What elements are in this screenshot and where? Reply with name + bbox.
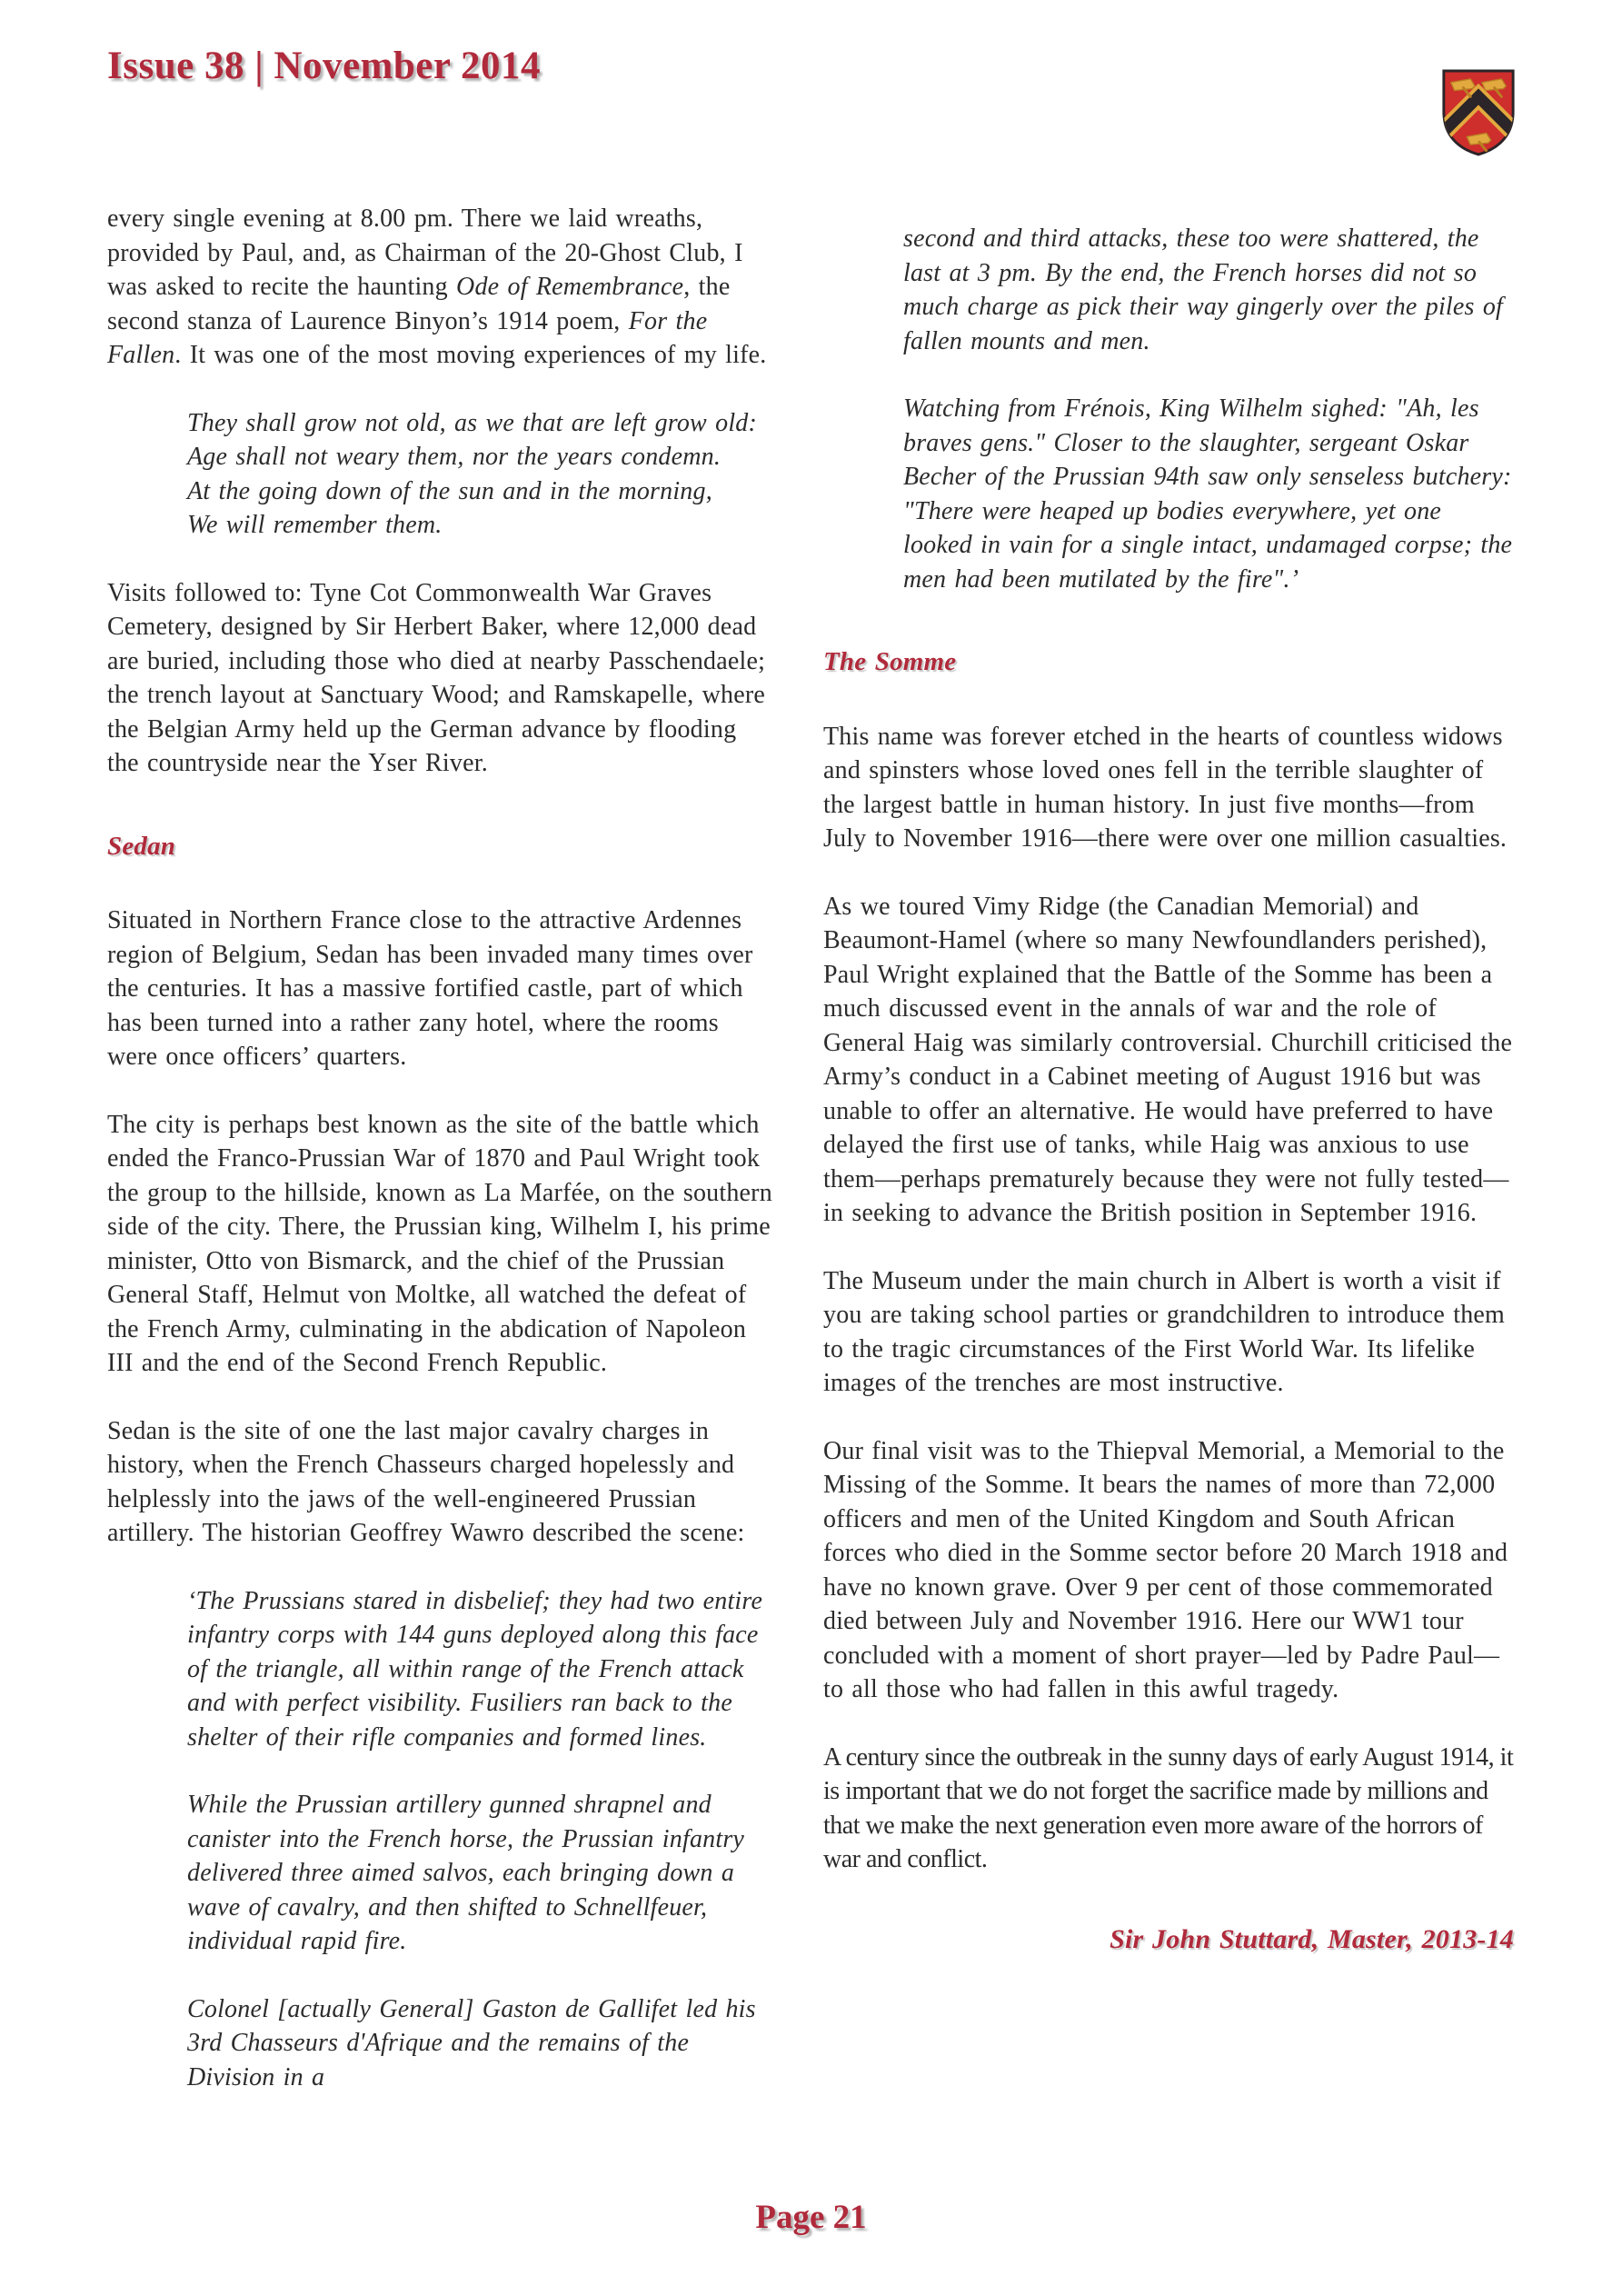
body-paragraph: Visits followed to: Tyne Cot Commonwealth War Graves Cemetery, designed by Sir Herbert Baker, where 12,000 dead are buried, including those who died at nearby Passchendaele; the trench layout at Sanctuary Wood; and Ramskapelle, where the Belgian Army held up the German advance by flooding the countryside near the Yser River. xyxy=(107,578,766,777)
company-crest-icon xyxy=(1438,65,1518,158)
quote-paragraph: Colonel [actually General] Gaston de Gallifet led his 3rd Chasseurs d'Afrique and the remains of the Division in a xyxy=(187,1994,756,2091)
body-paragraph: As we toured Vimy Ridge (the Canadian Memorial) and Beaumont-Hamel (where so many Newfoundlanders perished), Paul Wright explained that the Battle of the Somme has been a much discussed event in the annals of war and the role of General Haig was similarly controversial. Churchill criticised the Army’s conduct in a Cabinet meeting of August 1916 but was unable to offer an alternative. He would have preferred to have delayed the first use of tanks, while Haig was anxious to use them—perhaps prematurely because they were not fully tested—in seeking to advance the British position in September 1916. xyxy=(823,892,1513,1227)
body-paragraph: The Museum under the main church in Albert is worth a visit if you are taking school parties or grandchildren to introduce them to the tragic circumstances of the First World War. Its lifelike images of the trenches are most instructive. xyxy=(823,1266,1506,1397)
masthead-title: Issue 38 | November 2014 xyxy=(107,45,541,87)
article-body xyxy=(107,202,1514,2094)
body-paragraph: Sedan is the site of one the last major cavalry charges in history, when the French Chasseurs charged hopelessly and helplessly into the jaws of the well-engineered Prussian artillery. The historian Geoffrey Wawro described the scene: xyxy=(107,1416,745,1547)
quote-paragraph: second and third attacks, these too were shattered, the last at 3 pm. By the end, the French horses did not so much charge as pick their way gingerly over the piles of fallen mounts and men. xyxy=(903,225,1504,355)
page-number: Page 21 xyxy=(755,2199,867,2236)
body-paragraph: Situated in Northern France close to the attractive Ardennes region of Belgium, Sedan has been invaded many times over the centuries. It has a massive fortified castle, part of which has been turned into a rather zany hotel, where the rooms were once officers’ quarters. xyxy=(107,906,753,1071)
quote-paragraph: ‘The Prussians stared in disbelief; they had two entire infantry corps with 144 guns deployed along this face of the triangle, all within range of the French attack and with perfect visibility. Fusiliers ran back to the shelter of their rifle companies and formed lines. xyxy=(187,1586,763,1752)
author-signature: Sir John Stuttard, Master, 2013-14 xyxy=(1110,1923,1514,1954)
body-paragraph: A century since the outbreak in the sunny days of early August 1914, it is important that we do not forget the sacrifice made by millions and that we make the next generation even more aware of the horrors of war and conflict. xyxy=(823,1742,1514,1873)
quote-paragraph: Watching from Frénois, King Wilhelm sighed: "Ah, les braves gens." Closer to the slaughter, sergeant Oskar Becher of the Prussian 94th saw only senseless butchery: "There were heaped up bodies everywhere, yet one looked in vain for a single intact, undamaged corpse; the men had been mutilated by the fire".’ xyxy=(903,394,1513,594)
section-heading: The Somme xyxy=(823,647,957,676)
body-paragraph: Our final visit was to the Thiepval Memorial, a Memorial to the Missing of the Somme. It bears the names of more than 72,000 officers and men of the United Kingdom and South African forces who died in the Somme sector before 20 March 1918 and have no known grave. Over 9 per cent of those commemorated died between July and November 1916. Here our WW1 tour concluded with a moment of short prayer—led by Padre Paul—to all those who had fallen in this awful tragedy. xyxy=(823,1436,1508,1703)
body-paragraph: every single evening at 8.00 pm. There we laid wreaths, provided by Paul, and, as Chairman of the 20-Ghost Club, I was asked to recite the haunting Ode of Remembrance, the second stanza of Laurence Binyon’s 1914 poem, For the Fallen. It was one of the most moving experiences of my life. xyxy=(107,205,767,369)
poem-quote: They shall grow not old, as we that are left grow old: Age shall not weary them, nor the years condemn. At the going down of the sun and in the morning, We will remember them. xyxy=(187,408,758,539)
section-heading: Sedan xyxy=(107,831,176,861)
quote-paragraph: While the Prussian artillery gunned shrapnel and canister into the French horse, the Prussian infantry delivered three aimed salvos, each bringing down a wave of cavalry, and then shifted to Schnellfeuer, individual rapid fire. xyxy=(187,1791,745,1955)
right-column xyxy=(823,202,1514,1956)
body-paragraph: This name was forever etched in the hearts of countless widows and spinsters whose loved ones fell in the terrible slaughter of the largest battle in human history. In just five months—from July to November 1916—there were over one million casualties. xyxy=(823,722,1508,853)
body-paragraph: The city is perhaps best known as the site of the battle which ended the Franco-Prussian War of 1870 and Paul Wright took the group to the hillside, known as La Marfée, on the southern side of the city. There, the Prussian king, Wilhelm I, his prime minister, Otto von Bismarck, and the chief of the Prussian General Staff, Helmut von Moltke, all watched the defeat of the French Army, culminating in the abdication of Napoleon III and the end of the Second French Republic. xyxy=(107,1110,772,1377)
left-column xyxy=(107,202,776,2094)
